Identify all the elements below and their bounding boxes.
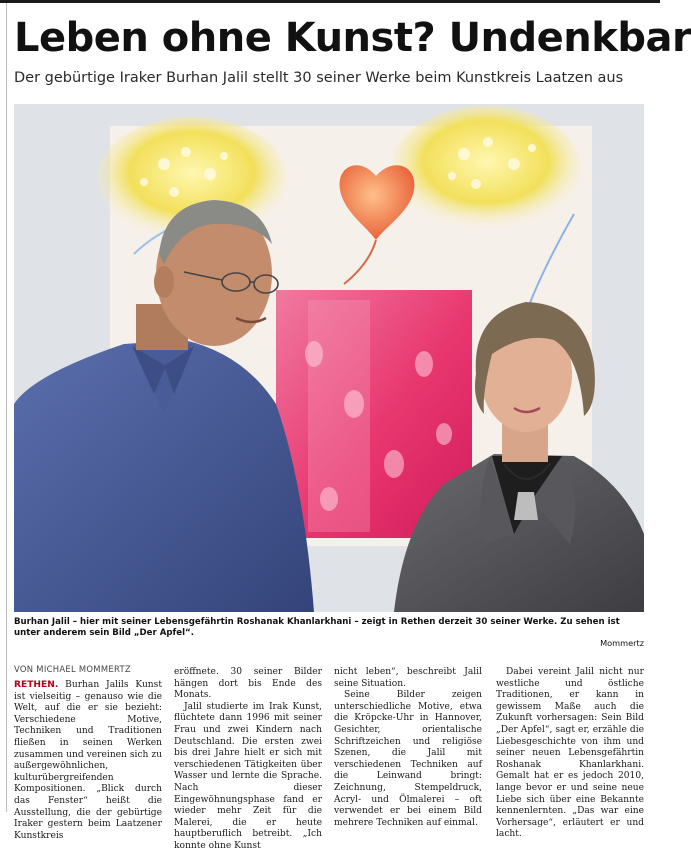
top-rule [0, 0, 660, 3]
text-column-4 [496, 667, 644, 840]
caption-text: Burhan Jalil – hier mit seiner Lebensgefährtin Roshanak Khanlarkhani – zeigt in Rethen derzeit 30 seiner Werke. Zu sehen ist unter anderem sein Bild „Der Apfel“. [14, 617, 620, 638]
headline: Leben ohne Kunst? Undenkbar [14, 15, 691, 61]
byline: VON MICHAEL MOMMERTZ [14, 664, 131, 674]
photo-caption [14, 617, 644, 649]
photo-credit: Mommertz [600, 638, 644, 648]
paragraph: nicht leben“, beschreibt Jalil seine Situation. [334, 667, 482, 689]
text-column-2 [174, 667, 322, 851]
paragraph: Burhan Jalils Kunst ist vielseitig – genauso wie die Welt, auf die er sie bezieht: Verschiedene Motive, Techniken und Traditionen fließen in seinen Werken zusammen und vereinen sich zu außergewöhnlichen, kulturübergreifenden Kompositionen. „Blick durch das Fenster“ heißt die Ausstellung, die der gebürtige Iraker gestern beim Laatzener Kunstkreis [14, 680, 162, 841]
subheadline: Der gebürtige Iraker Burhan Jalil stellt 30 seiner Werke beim Kunstkreis Laatzen aus [14, 70, 624, 86]
paragraph: Seine Bilder zeigen unterschiedliche Motive, etwa die Kröpcke-Uhr in Hannover, Gesichter, orientalische Schriftzeichen und religiöse Szenen, die Jalil mit verschiedenen Techniken auf die Leinwand bringt: Zeichnung, Stempeldruck, Acryl- und Ölmalerei – oft verwendet er bei einem Bild mehrere Techniken auf einmal. [334, 690, 482, 828]
paragraph: eröffnete. 30 seiner Bilder hängen dort bis Ende des Monats. [174, 667, 322, 701]
text-column-3 [334, 667, 482, 828]
paragraph: Jalil studierte im Irak Kunst, flüchtete dann 1996 mit seiner Frau und zwei Kindern nach Deutschland. Die ersten zwei bis drei Jahre hielt er sich mit verschiedenen Tätigkeiten über Wasser und lernte die Sprache. Nach dieser Eingewöhnungsphase fand er wieder mehr Zeit für die Malerei, die er heute hauptberuflich betreibt. „Ich konnte ohne Kunst [174, 701, 322, 851]
dateline: RETHEN. [14, 680, 59, 690]
paragraph: Dabei vereint Jalil nicht nur westliche und östliche Traditionen, er kann in gewissem Maße auch die Zukunft vorhersagen: Sein Bild „Der Apfel“, sagt er, erzähle die Liebesgeschichte von ihm und seiner neuen Lebensgefährtin Roshanak Khanlarkhani. Gemalt hat er es jedoch 2010, lange bevor er und seine neue Liebe sich über eine Bekannte kennenlernten. „Das war eine Vorhersage“, erläutert er und lacht. [496, 667, 644, 840]
text-column-1 [14, 680, 162, 841]
column-rule [6, 3, 7, 812]
article-photo [14, 104, 644, 612]
